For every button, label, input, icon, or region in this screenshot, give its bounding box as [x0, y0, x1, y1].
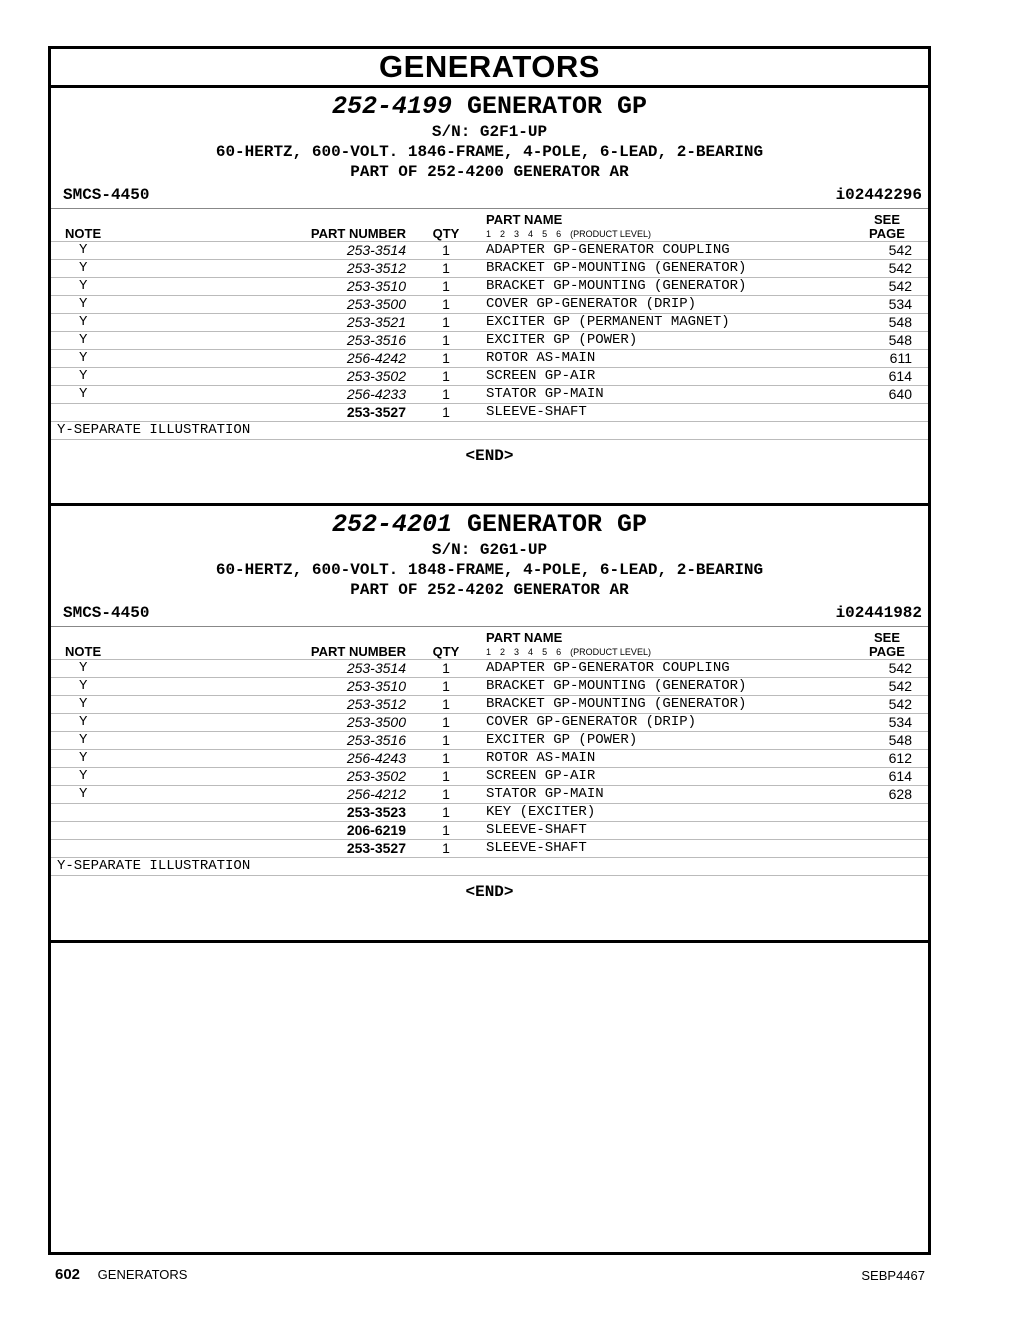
table-row	[51, 242, 928, 260]
row-see-page: 614	[852, 768, 928, 786]
col-part-number: PART NUMBER	[310, 644, 406, 659]
row-part-number: 256-4243	[264, 750, 406, 768]
row-qty: 1	[406, 386, 486, 404]
row-see-page: 542	[852, 678, 928, 696]
col-part-name	[486, 627, 852, 660]
page-header: PAGE	[869, 226, 905, 241]
row-see-page: 614	[852, 368, 928, 386]
row-note: Y	[51, 350, 264, 368]
group-part-number: 252-4201	[331, 510, 452, 539]
smcs-code: SMCS-4450	[63, 186, 150, 204]
row-see-page: 611	[852, 350, 928, 368]
row-part-name: EXCITER GP (POWER)	[486, 332, 852, 350]
row-part-number: 253-3512	[264, 696, 406, 714]
row-part-number: 253-3527	[264, 404, 406, 422]
row-see-page: 542	[852, 242, 928, 260]
see-header: SEE	[873, 630, 900, 645]
row-qty: 1	[406, 332, 486, 350]
smcs-row	[51, 182, 928, 208]
col-see-page	[852, 209, 928, 242]
product-level: 4	[528, 229, 534, 239]
table-row	[51, 786, 928, 804]
row-part-name: BRACKET GP-MOUNTING (GENERATOR)	[486, 696, 852, 714]
row-part-name: COVER GP-GENERATOR (DRIP)	[486, 714, 852, 732]
col-part-name	[486, 209, 852, 242]
row-see-page: 542	[852, 696, 928, 714]
row-see-page	[852, 840, 928, 858]
row-qty: 1	[406, 822, 486, 840]
table-row	[51, 332, 928, 350]
footnote: Y-SEPARATE ILLUSTRATION	[51, 858, 928, 876]
part-name-header: PART NAME	[486, 212, 563, 227]
parts-table	[51, 626, 928, 875]
row-note	[51, 840, 264, 858]
col-note: NOTE	[65, 644, 102, 659]
table-header	[51, 627, 928, 660]
row-see-page: 640	[852, 386, 928, 404]
table-row	[51, 386, 928, 404]
row-see-page: 548	[852, 314, 928, 332]
serial-number: S/N: G2G1-UP	[431, 541, 548, 559]
row-note: Y	[51, 678, 264, 696]
row-note: Y	[51, 296, 264, 314]
row-part-number: 256-4242	[264, 350, 406, 368]
row-qty: 1	[406, 368, 486, 386]
row-note	[51, 822, 264, 840]
table-row	[51, 768, 928, 786]
product-levels	[486, 227, 852, 241]
row-part-name: BRACKET GP-MOUNTING (GENERATOR)	[486, 278, 852, 296]
product-level-label: (PRODUCT LEVEL)	[570, 229, 651, 239]
footer-section-title: GENERATORS	[97, 1267, 188, 1282]
row-part-name: ADAPTER GP-GENERATOR COUPLING	[486, 242, 852, 260]
row-part-number: 253-3523	[264, 804, 406, 822]
group-name: GENERATOR GP	[467, 92, 648, 121]
product-level: 2	[500, 229, 506, 239]
row-note: Y	[51, 732, 264, 750]
row-part-number: 253-3510	[264, 278, 406, 296]
row-part-name: EXCITER GP (POWER)	[486, 732, 852, 750]
row-part-number: 253-3527	[264, 840, 406, 858]
serial-number: S/N: G2F1-UP	[431, 123, 548, 141]
table-row	[51, 732, 928, 750]
row-qty: 1	[406, 350, 486, 368]
table-row	[51, 678, 928, 696]
row-qty: 1	[406, 660, 486, 678]
table-row	[51, 278, 928, 296]
product-level: 3	[514, 647, 520, 657]
col-note: NOTE	[65, 226, 102, 241]
col-part-number: PART NUMBER	[310, 226, 406, 241]
row-note: Y	[51, 660, 264, 678]
page-frame	[48, 46, 931, 1255]
product-level: 5	[542, 647, 548, 657]
product-level: 1	[486, 229, 492, 239]
col-qty: QTY	[432, 226, 460, 241]
col-see-page	[852, 627, 928, 660]
row-note: Y	[51, 386, 264, 404]
product-level: 2	[500, 647, 506, 657]
illustration-id: i02442296	[835, 186, 922, 204]
part-of-line: PART OF 252-4200 GENERATOR AR	[350, 163, 629, 181]
smcs-row	[51, 600, 928, 626]
row-part-name: ROTOR AS-MAIN	[486, 750, 852, 768]
row-qty: 1	[406, 786, 486, 804]
end-marker: <END>	[51, 439, 928, 466]
row-note: Y	[51, 242, 264, 260]
product-level: 5	[542, 229, 548, 239]
row-part-number: 253-3512	[264, 260, 406, 278]
page-header: PAGE	[869, 644, 905, 659]
row-note: Y	[51, 750, 264, 768]
row-qty: 1	[406, 750, 486, 768]
row-see-page: 542	[852, 278, 928, 296]
product-level: 4	[528, 647, 534, 657]
table-row	[51, 350, 928, 368]
row-note	[51, 804, 264, 822]
product-level-label: (PRODUCT LEVEL)	[570, 647, 651, 657]
group-description: 60-HERTZ, 600-VOLT. 1846-FRAME, 4-POLE, 6-LEAD, 2-BEARING	[215, 143, 764, 161]
parts-table	[51, 208, 928, 439]
table-row	[51, 840, 928, 858]
row-see-page	[852, 804, 928, 822]
part-name-header: PART NAME	[486, 630, 563, 645]
row-see-page	[852, 404, 928, 422]
page-title: GENERATORS	[51, 49, 928, 88]
row-part-name: STATOR GP-MAIN	[486, 386, 852, 404]
product-level: 3	[514, 229, 520, 239]
row-part-name: SCREEN GP-AIR	[486, 768, 852, 786]
table-row	[51, 822, 928, 840]
table-header	[51, 209, 928, 242]
row-qty: 1	[406, 696, 486, 714]
end-marker: <END>	[51, 875, 928, 902]
row-see-page: 542	[852, 260, 928, 278]
table-row	[51, 714, 928, 732]
smcs-code: SMCS-4450	[63, 604, 150, 622]
table-row	[51, 696, 928, 714]
generator-group-section	[51, 92, 928, 506]
row-qty: 1	[406, 278, 486, 296]
row-qty: 1	[406, 404, 486, 422]
row-qty: 1	[406, 314, 486, 332]
row-qty: 1	[406, 804, 486, 822]
row-note	[51, 404, 264, 422]
row-part-name: EXCITER GP (PERMANENT MAGNET)	[486, 314, 852, 332]
footnote-row	[51, 422, 928, 440]
table-row	[51, 260, 928, 278]
table-row	[51, 750, 928, 768]
row-part-name: KEY (EXCITER)	[486, 804, 852, 822]
row-note: Y	[51, 368, 264, 386]
row-note: Y	[51, 314, 264, 332]
row-part-number: 253-3502	[264, 368, 406, 386]
row-qty: 1	[406, 840, 486, 858]
row-note: Y	[51, 786, 264, 804]
group-title	[51, 92, 928, 122]
row-part-name: SLEEVE-SHAFT	[486, 840, 852, 858]
row-part-number: 253-3521	[264, 314, 406, 332]
page-footer	[55, 1266, 931, 1286]
row-part-number: 253-3500	[264, 296, 406, 314]
table-row	[51, 314, 928, 332]
row-part-number: 253-3500	[264, 714, 406, 732]
row-part-number: 253-3514	[264, 242, 406, 260]
row-part-number: 253-3502	[264, 768, 406, 786]
row-part-number: 253-3510	[264, 678, 406, 696]
row-see-page: 534	[852, 296, 928, 314]
row-qty: 1	[406, 678, 486, 696]
row-see-page: 542	[852, 660, 928, 678]
table-row	[51, 296, 928, 314]
row-part-name: BRACKET GP-MOUNTING (GENERATOR)	[486, 678, 852, 696]
group-part-number: 252-4199	[331, 92, 452, 121]
row-see-page	[852, 822, 928, 840]
row-see-page: 548	[852, 732, 928, 750]
group-name: GENERATOR GP	[467, 510, 648, 539]
generator-group-section	[51, 510, 928, 943]
row-part-name: SLEEVE-SHAFT	[486, 822, 852, 840]
part-of-line: PART OF 252-4202 GENERATOR AR	[350, 581, 629, 599]
document-id: SEBP4467	[861, 1268, 925, 1283]
row-note: Y	[51, 278, 264, 296]
row-part-name: SLEEVE-SHAFT	[486, 404, 852, 422]
row-see-page: 628	[852, 786, 928, 804]
row-part-name: COVER GP-GENERATOR (DRIP)	[486, 296, 852, 314]
product-levels	[486, 645, 852, 659]
group-title	[51, 510, 928, 540]
row-part-name: ADAPTER GP-GENERATOR COUPLING	[486, 660, 852, 678]
row-qty: 1	[406, 296, 486, 314]
table-row	[51, 804, 928, 822]
row-part-number: 253-3514	[264, 660, 406, 678]
row-see-page: 548	[852, 332, 928, 350]
row-part-number: 256-4212	[264, 786, 406, 804]
row-note: Y	[51, 260, 264, 278]
row-part-number: 256-4233	[264, 386, 406, 404]
sections-container	[51, 92, 928, 943]
row-part-number: 206-6219	[264, 822, 406, 840]
footnote: Y-SEPARATE ILLUSTRATION	[51, 422, 928, 440]
col-qty: QTY	[432, 644, 460, 659]
row-part-number: 253-3516	[264, 732, 406, 750]
group-description: 60-HERTZ, 600-VOLT. 1848-FRAME, 4-POLE, 6-LEAD, 2-BEARING	[215, 561, 764, 579]
see-header: SEE	[873, 212, 900, 227]
product-level: 1	[486, 647, 492, 657]
table-row	[51, 368, 928, 386]
row-qty: 1	[406, 714, 486, 732]
row-part-number: 253-3516	[264, 332, 406, 350]
illustration-id: i02441982	[835, 604, 922, 622]
row-part-name: STATOR GP-MAIN	[486, 786, 852, 804]
row-see-page: 612	[852, 750, 928, 768]
row-note: Y	[51, 332, 264, 350]
table-row	[51, 660, 928, 678]
table-row	[51, 404, 928, 422]
page-number: 602	[55, 1266, 81, 1283]
row-qty: 1	[406, 260, 486, 278]
row-part-name: BRACKET GP-MOUNTING (GENERATOR)	[486, 260, 852, 278]
row-qty: 1	[406, 242, 486, 260]
row-note: Y	[51, 768, 264, 786]
footnote-row	[51, 858, 928, 876]
row-part-name: SCREEN GP-AIR	[486, 368, 852, 386]
product-level: 6	[556, 229, 562, 239]
row-note: Y	[51, 714, 264, 732]
row-part-name: ROTOR AS-MAIN	[486, 350, 852, 368]
row-note: Y	[51, 696, 264, 714]
product-level: 6	[556, 647, 562, 657]
row-see-page: 534	[852, 714, 928, 732]
row-qty: 1	[406, 768, 486, 786]
row-qty: 1	[406, 732, 486, 750]
